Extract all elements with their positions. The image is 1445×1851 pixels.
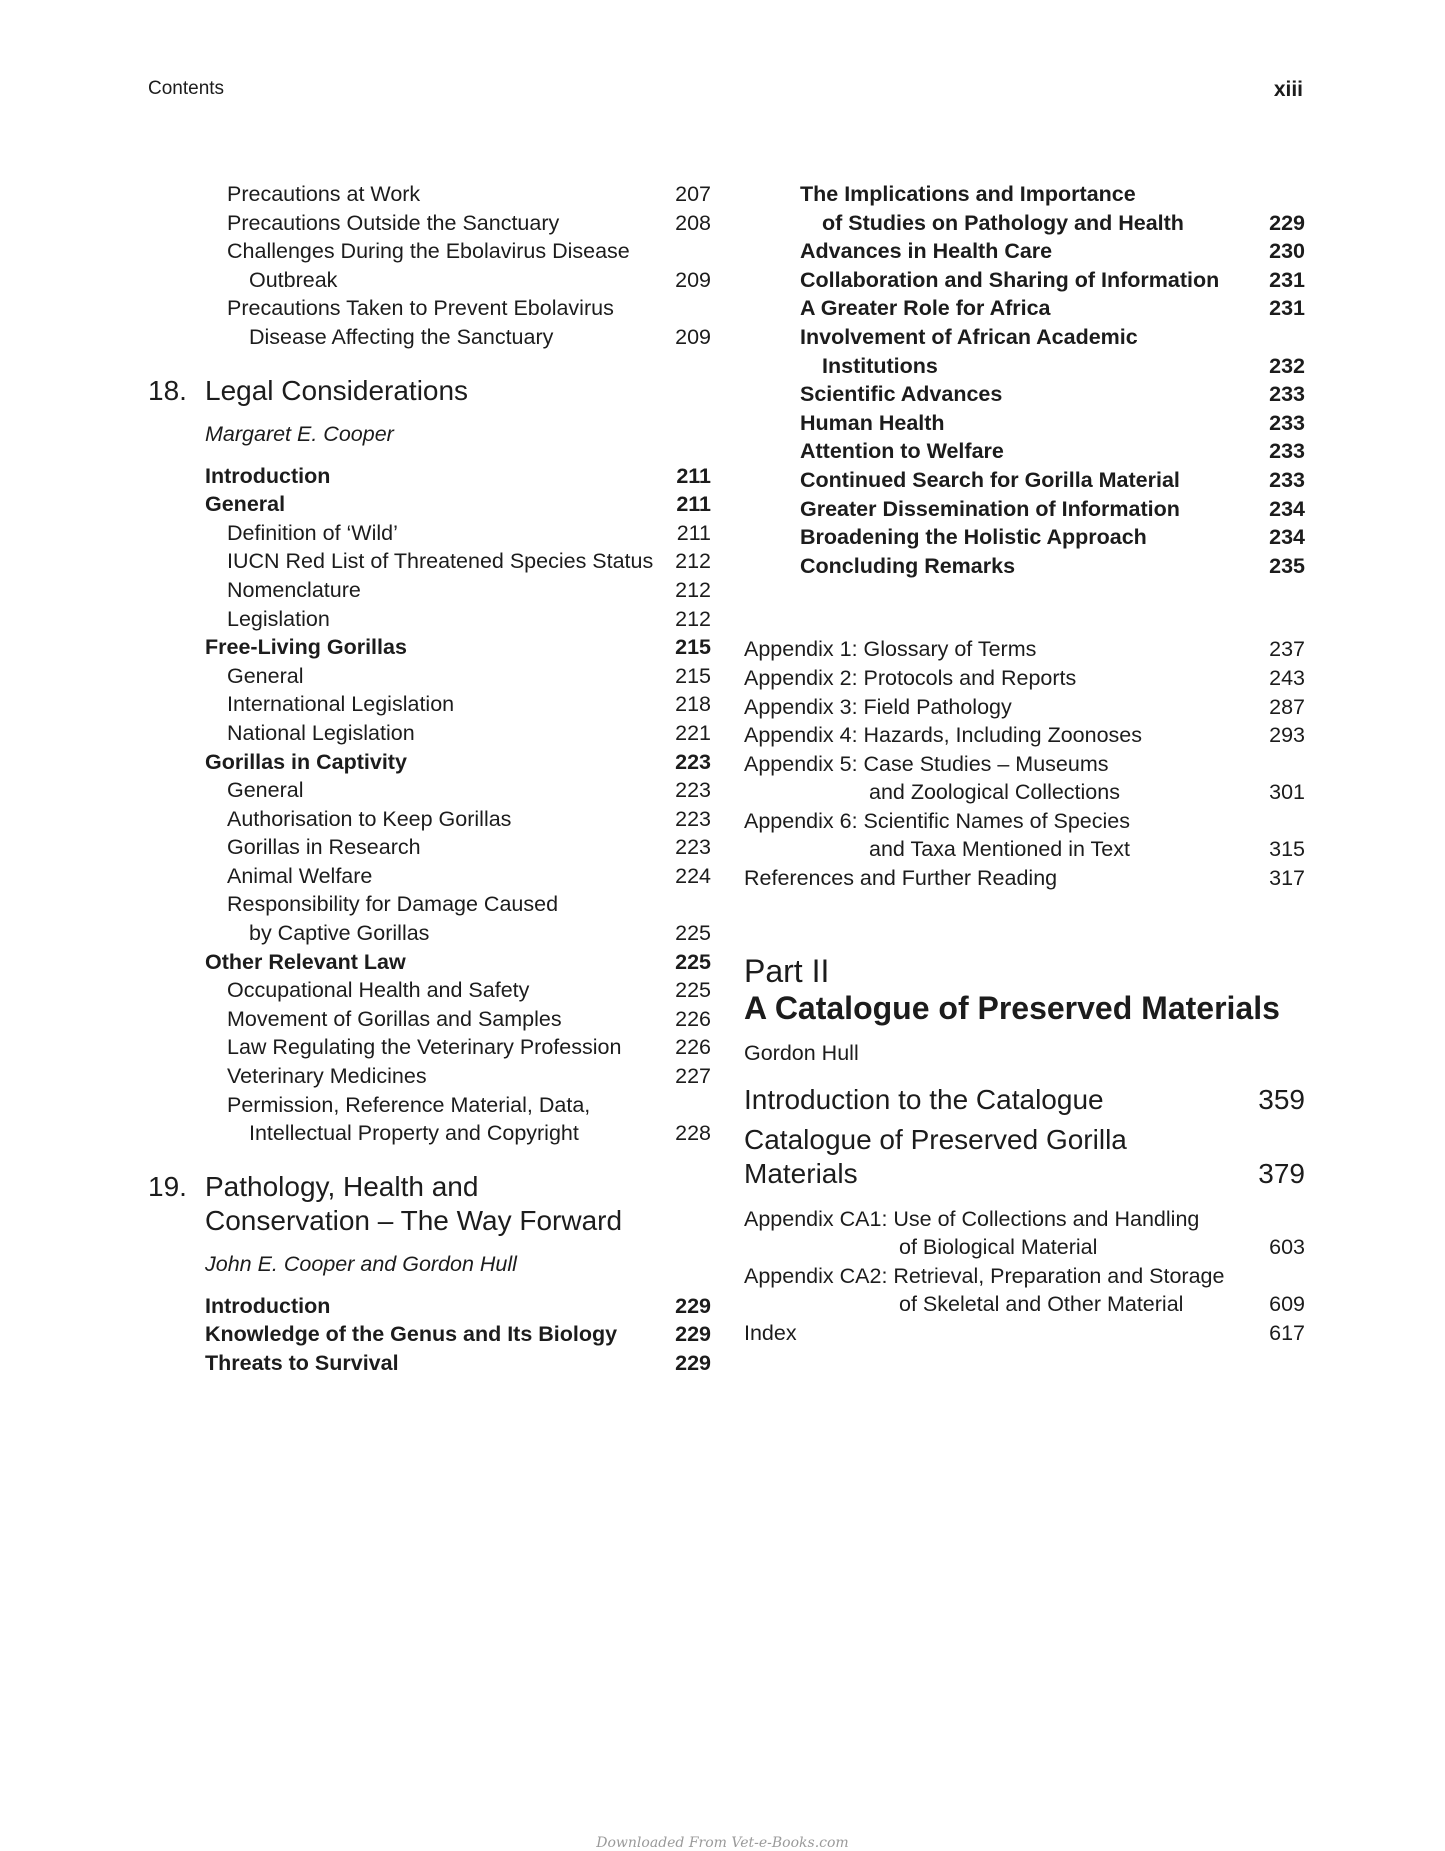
toc-entry-page: 208: [675, 210, 711, 235]
toc-entry-page: 207: [675, 182, 711, 206]
toc-entry: [148, 748, 711, 777]
toc-entry: [148, 1033, 711, 1062]
toc-entry: [148, 1349, 711, 1378]
toc-entry-title: Appendix 2: Protocols and Reports: [744, 665, 1077, 690]
toc-entry-page: 226: [675, 1035, 711, 1060]
toc-entry-title: Index: [744, 1321, 797, 1346]
toc-entry: [744, 294, 1305, 323]
toc-entry-title: International Legislation: [227, 692, 455, 717]
toc-entry-title: Precautions Taken to Prevent Ebolavirus: [227, 296, 614, 321]
toc-entry: [744, 750, 1305, 779]
toc-entry-title: Greater Dissemination of Information: [800, 496, 1180, 521]
toc-entry-title: Concluding Remarks: [800, 553, 1016, 578]
toc-entry-title: Definition of ‘Wild’: [227, 520, 398, 545]
toc-entry-page: 223: [675, 806, 711, 831]
toc-entry-page: 233: [1269, 382, 1305, 407]
toc-entry-title: Appendix 4: Hazards, Including Zoonoses: [744, 723, 1142, 748]
toc-entry-page: 212: [675, 549, 711, 574]
toc-entry-title: Knowledge of the Genus and Its Biology: [205, 1322, 618, 1347]
part-author: Gordon Hull: [744, 1040, 859, 1065]
toc-entry-page: 243: [1269, 665, 1305, 690]
toc-entry: [744, 237, 1305, 266]
toc-entry-title: General: [227, 778, 304, 803]
toc-entry: [744, 266, 1305, 295]
toc-entry-page: 235: [1269, 553, 1305, 578]
toc-entry-page: 211: [676, 463, 711, 488]
toc-entry: [148, 633, 711, 662]
chapter-heading: [148, 1170, 711, 1238]
toc-entry-title: Scientific Advances: [800, 382, 1003, 407]
toc-entry-title: Authorisation to Keep Gorillas: [227, 806, 512, 831]
toc-entry: [148, 1091, 711, 1120]
toc-entry: [744, 1262, 1305, 1291]
toc-entry-title: of Studies on Pathology and Health: [822, 210, 1184, 235]
toc-entry-page: 229: [675, 1293, 711, 1318]
toc-entry: [148, 576, 711, 605]
toc-entry: [148, 862, 711, 891]
toc-entry-page: 609: [1269, 1292, 1305, 1317]
toc-list: [148, 180, 711, 352]
toc-entry: [148, 1062, 711, 1091]
toc-entry-page: 234: [1269, 496, 1305, 521]
toc-entry: [148, 605, 711, 634]
toc-entry-page: 223: [675, 778, 711, 803]
toc-entry: [744, 409, 1305, 438]
toc-entry: [744, 864, 1305, 893]
toc-entry-page: 225: [675, 949, 711, 974]
toc-entry-page: 212: [675, 577, 711, 602]
toc-major-entry: [744, 1123, 1305, 1191]
toc-entry-title: Introduction: [205, 1293, 331, 1318]
toc-entry-title: Appendix 6: Scientific Names of Species: [744, 808, 1131, 833]
toc-major-entry: [744, 1083, 1305, 1117]
toc-entry: [744, 635, 1305, 664]
toc-entry-title: Appendix 3: Field Pathology: [744, 694, 1012, 719]
toc-entry-title: The Implications and Importance: [800, 182, 1136, 206]
toc-entry: [744, 807, 1305, 836]
toc-entry: [744, 209, 1305, 238]
toc-entry-title: Animal Welfare: [227, 863, 373, 888]
toc-entry: [148, 776, 711, 805]
toc-entry: [148, 662, 711, 691]
toc-entry-title: Free-Living Gorillas: [205, 635, 407, 660]
toc-entry-page: 232: [1269, 353, 1305, 378]
toc-entry-title: Permission, Reference Material, Data,: [227, 1092, 591, 1117]
toc-entry: [148, 209, 711, 238]
toc-entry: [148, 180, 711, 209]
toc-entry-page: 215: [675, 635, 711, 660]
toc-entry: [744, 352, 1305, 381]
toc-entry: [148, 719, 711, 748]
toc-entry-title: Legislation: [227, 606, 330, 631]
toc-entry-title: General: [227, 663, 304, 688]
toc-entry-page: 209: [675, 267, 711, 292]
toc-entry: [744, 1319, 1305, 1348]
toc-entry-title: and Taxa Mentioned in Text: [869, 837, 1130, 862]
toc-entry-page: 225: [675, 978, 711, 1003]
toc-entry: [148, 976, 711, 1005]
toc-entry-page: 211: [676, 520, 711, 545]
toc-entry-title: Challenges During the Ebolavirus Disease: [227, 239, 630, 264]
toc-entry: [148, 519, 711, 548]
part-label: Part II: [744, 952, 830, 989]
toc-entry-page: 379: [1258, 1157, 1305, 1189]
toc-entry-title: Nomenclature: [227, 577, 361, 602]
toc-entry-page: 215: [675, 663, 711, 688]
toc-entry-title: Appendix 1: Glossary of Terms: [744, 637, 1037, 662]
page-number: xiii: [1273, 78, 1303, 101]
toc-entry-title: by Captive Gorillas: [249, 921, 430, 946]
toc-entry-page: 301: [1269, 780, 1305, 805]
toc-entry: [148, 1320, 711, 1349]
toc-entry: [744, 495, 1305, 524]
toc-entry: [744, 523, 1305, 552]
toc-entry: [148, 547, 711, 576]
toc-entry-page: 237: [1269, 637, 1305, 662]
toc-entry-title: Gorillas in Research: [227, 835, 421, 860]
toc-entry-page: 223: [675, 835, 711, 860]
watermark: Downloaded From Vet-e-Books.com: [596, 1835, 849, 1851]
toc-entry: [744, 323, 1305, 352]
toc-entry: [148, 490, 711, 519]
toc-entry-page: 223: [675, 749, 711, 774]
toc-entry-page: 211: [676, 492, 711, 517]
toc-entry-title: Movement of Gorillas and Samples: [227, 1006, 562, 1031]
toc-entry-title: Gorillas in Captivity: [205, 749, 407, 774]
toc-entry-page: 231: [1269, 296, 1305, 321]
toc-entry: [148, 1292, 711, 1321]
toc-entry: [148, 833, 711, 862]
part-title: A Catalogue of Preserved Materials: [744, 989, 1280, 1026]
toc-entry-title: Intellectual Property and Copyright: [249, 1121, 579, 1146]
toc-entry: [744, 180, 1305, 209]
toc-entry-title: Appendix CA1: Use of Collections and Handling: [744, 1206, 1200, 1231]
toc-entry-page: 603: [1269, 1235, 1305, 1260]
toc-entry-title: Law Regulating the Veterinary Profession: [227, 1035, 622, 1060]
toc-entry: [148, 294, 711, 323]
toc-entry: [744, 1290, 1305, 1319]
running-header: Contents: [148, 78, 225, 99]
toc-entry: [148, 237, 711, 266]
toc-entry-page: 233: [1269, 410, 1305, 435]
appendix-list: [744, 635, 1305, 892]
toc-list: [744, 180, 1305, 580]
toc-entry-title-line: Materials: [744, 1157, 858, 1189]
toc-entry: [744, 1205, 1305, 1234]
toc-entry-page: 228: [675, 1121, 711, 1146]
toc-entry: [744, 552, 1305, 581]
toc-entry: [148, 323, 711, 352]
toc-list: [744, 1205, 1305, 1348]
toc-entry: [744, 466, 1305, 495]
toc-entry-title: of Biological Material: [899, 1235, 1098, 1260]
toc-entry-title: Precautions at Work: [227, 182, 421, 206]
toc-entry: [148, 1119, 711, 1148]
toc-entry: [744, 778, 1305, 807]
toc-entry: [148, 1005, 711, 1034]
left-column: [148, 180, 711, 1378]
toc-entry: [148, 919, 711, 948]
toc-entry: [148, 462, 711, 491]
toc-entry-page: 293: [1269, 723, 1305, 748]
toc-entry: [148, 890, 711, 919]
toc-entry-title: Continued Search for Gorilla Material: [800, 467, 1180, 492]
toc-entry: [148, 805, 711, 834]
toc-entry-page: 317: [1269, 866, 1305, 891]
toc-entry-page: 234: [1269, 525, 1305, 550]
toc-entry-title: Precautions Outside the Sanctuary: [227, 210, 560, 235]
toc-entry: [744, 380, 1305, 409]
toc-entry: [744, 721, 1305, 750]
toc-entry-page: 287: [1269, 694, 1305, 719]
toc-entry-page: 227: [675, 1064, 711, 1089]
toc-entry-title: and Zoological Collections: [869, 780, 1120, 805]
toc-entry-title-line: Catalogue of Preserved Gorilla: [744, 1123, 1127, 1155]
toc-entry-page: 229: [675, 1351, 711, 1375]
toc-entry-title: Introduction to the Catalogue: [744, 1083, 1104, 1115]
toc-entry: [744, 664, 1305, 693]
toc-entry-title: Collaboration and Sharing of Information: [800, 267, 1220, 292]
toc-entry-page: 230: [1269, 239, 1305, 264]
toc-entry-title: Outbreak: [249, 267, 338, 292]
right-column: [744, 180, 1305, 1348]
chapter-author: John E. Cooper and Gordon Hull: [205, 1251, 517, 1276]
toc-entry-title: Appendix 5: Case Studies – Museums: [744, 751, 1109, 776]
toc-entry-page: 617: [1269, 1321, 1305, 1346]
toc-entry-page: 233: [1269, 439, 1305, 464]
toc-entry-title: Broadening the Holistic Approach: [800, 525, 1147, 550]
chapter-author: Margaret E. Cooper: [205, 421, 394, 446]
toc-entry-title: General: [205, 492, 286, 517]
chapter-title-line: Pathology, Health and: [205, 1170, 479, 1202]
toc-entry-page: 229: [675, 1322, 711, 1347]
toc-entry-page: 231: [1269, 267, 1305, 292]
chapter-number: 19.: [148, 1170, 187, 1202]
toc-entry: [148, 266, 711, 295]
toc-entry-title: References and Further Reading: [744, 866, 1058, 891]
toc-entry-page: 218: [675, 692, 711, 717]
toc-entry: [744, 1233, 1305, 1262]
chapter-title: Legal Considerations: [205, 374, 469, 406]
toc-entry: [148, 948, 711, 977]
chapter-number: 18.: [148, 374, 187, 406]
toc-entry-title: Occupational Health and Safety: [227, 978, 530, 1003]
toc-entry-page: 209: [675, 324, 711, 349]
toc-entry: [148, 690, 711, 719]
toc-entry-title: Institutions: [822, 353, 938, 378]
toc-entry-page: 212: [675, 606, 711, 631]
toc-entry-title: Attention to Welfare: [800, 439, 1004, 464]
toc-entry-page: 224: [675, 863, 711, 888]
toc-list: [148, 462, 711, 1148]
toc-list: [148, 1292, 711, 1378]
toc-entry-page: 221: [675, 720, 711, 745]
toc-entry-page: 359: [1258, 1083, 1305, 1115]
toc-entry-title: Veterinary Medicines: [227, 1064, 427, 1089]
toc-entry: [744, 835, 1305, 864]
toc-entry-title: IUCN Red List of Threatened Species Status: [227, 549, 654, 574]
toc-entry: [744, 693, 1305, 722]
toc-entry-title: Responsibility for Damage Caused: [227, 892, 559, 917]
toc-entry-page: 233: [1269, 467, 1305, 492]
toc-entry-title: A Greater Role for Africa: [800, 296, 1051, 321]
chapter-heading: [148, 374, 711, 408]
toc-entry-title: Other Relevant Law: [205, 949, 406, 974]
toc-entry-page: 315: [1269, 837, 1305, 862]
chapter-title-line: Conservation – The Way Forward: [205, 1204, 623, 1236]
toc-entry-title: of Skeletal and Other Material: [899, 1292, 1184, 1317]
toc-entry-title: Disease Affecting the Sanctuary: [249, 324, 554, 349]
toc-entry-page: 229: [1269, 210, 1305, 235]
toc-entry-title: National Legislation: [227, 720, 415, 745]
toc-entry-title: Threats to Survival: [205, 1351, 399, 1375]
toc-entry-title: Advances in Health Care: [800, 239, 1053, 264]
toc-entry-page: 225: [675, 921, 711, 946]
toc-entry: [744, 437, 1305, 466]
toc-entry-title: Introduction: [205, 463, 331, 488]
toc-entry-title: Human Health: [800, 410, 945, 435]
toc-entry-title: Appendix CA2: Retrieval, Preparation and Storage: [744, 1263, 1225, 1288]
toc-entry-page: 226: [675, 1006, 711, 1031]
toc-entry-title: Involvement of African Academic: [800, 324, 1138, 349]
